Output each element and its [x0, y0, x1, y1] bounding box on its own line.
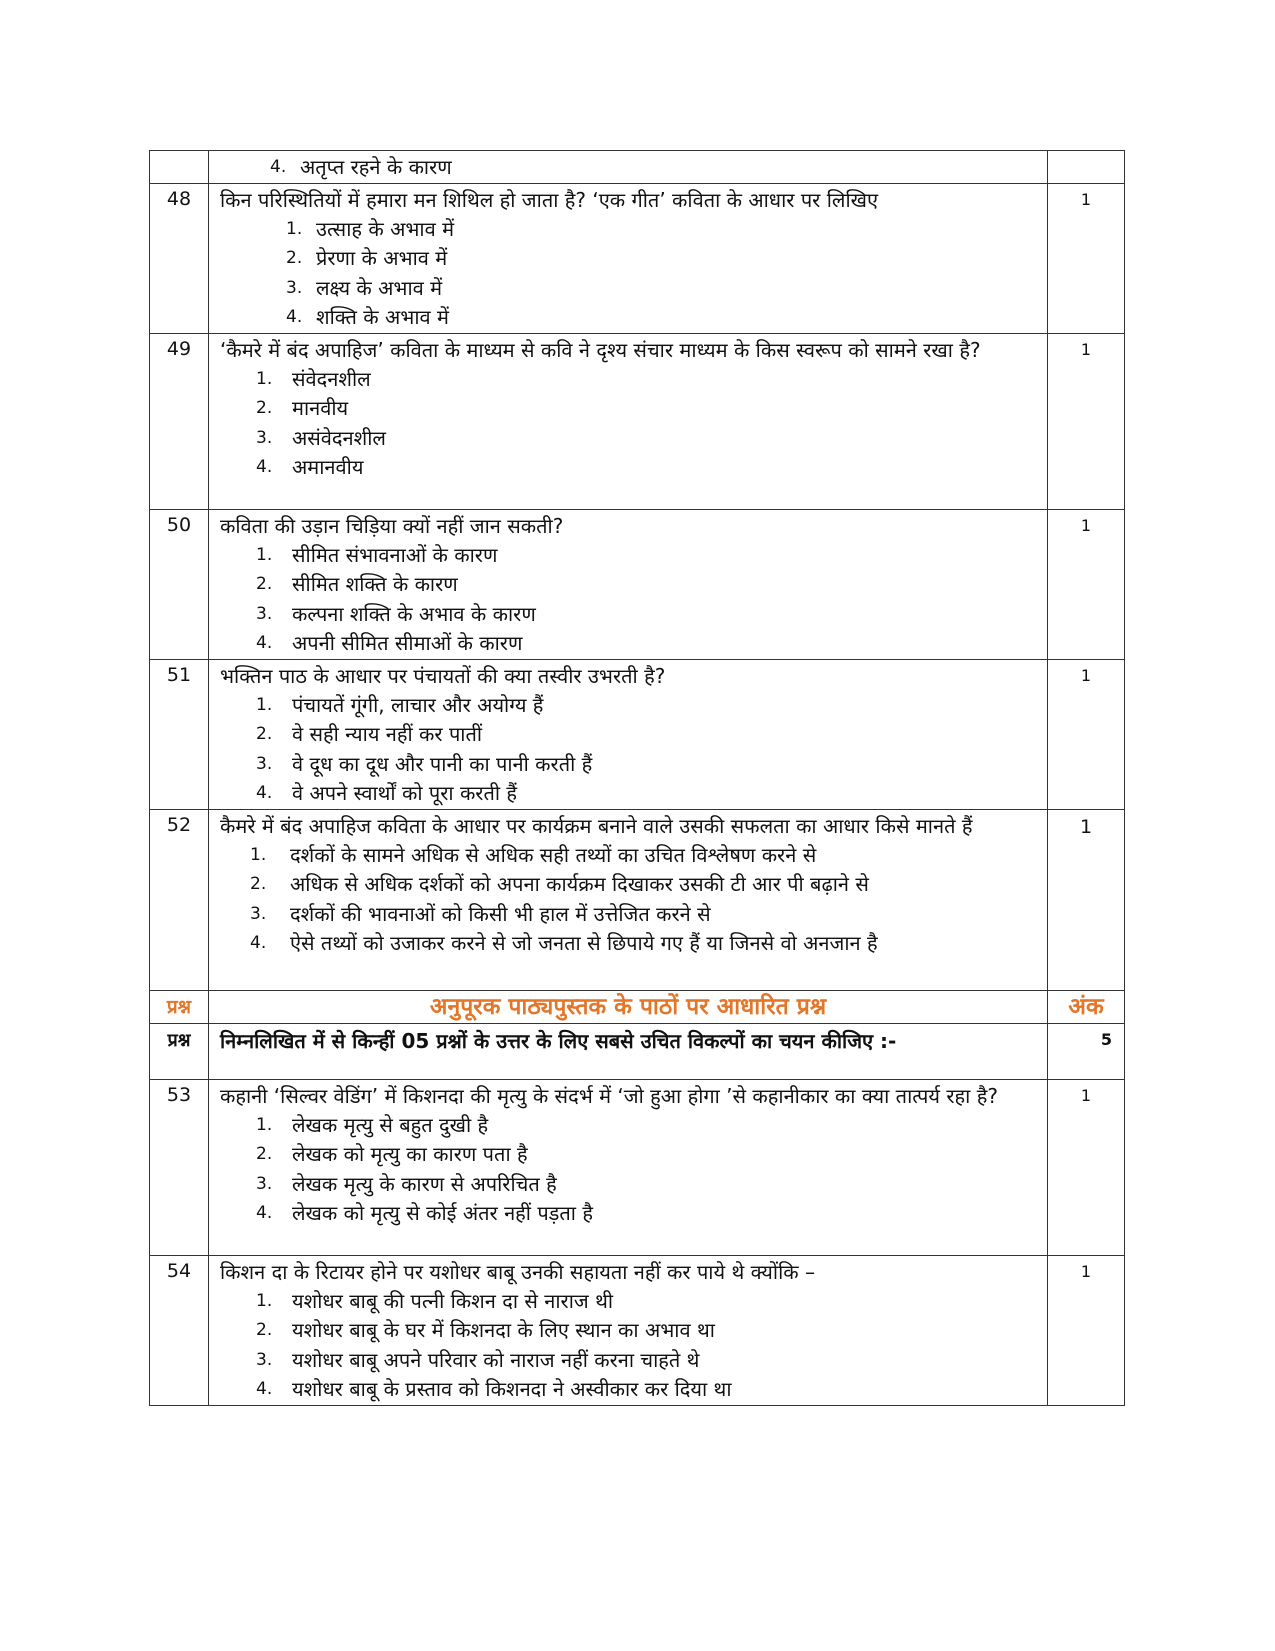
question-body [209, 1255, 1048, 1405]
option-item: 1. उत्साह के अभाव में [286, 216, 455, 241]
question-number: 54 [150, 1255, 209, 1405]
question-number: 50 [150, 509, 209, 659]
question-body [209, 509, 1048, 659]
option-list [220, 365, 1041, 483]
option-list [220, 153, 1041, 183]
question-body [209, 333, 1048, 509]
option-item: 1. संवेदनशील [256, 366, 371, 391]
question-marks: 1 [1048, 659, 1125, 809]
option-item: 3. कल्पना शक्ति के अभाव के कारण [256, 601, 536, 626]
question-text: किन परिस्थितियों में हमारा मन शिथिल हो जाता है? ‘एक गीत’ कविता के आधार पर लिखिए [220, 187, 879, 212]
instruction-marks: 5 [1048, 1023, 1125, 1079]
question-number: 49 [150, 333, 209, 509]
option-item: 3. वे दूध का दूध और पानी का पानी करती हैं [256, 751, 593, 776]
question-marks: 1 [1048, 809, 1125, 990]
question-marks: 1 [1048, 509, 1125, 659]
question-text: कैमरे में बंद अपाहिज कविता के आधार पर कार्यक्रम बनाने वाले उसकी सफलता का आधार किसे मानते हैं [220, 813, 973, 838]
instruction-row [150, 1023, 1125, 1079]
question-number: 53 [150, 1079, 209, 1255]
option-item: 4. अमानवीय [256, 455, 364, 479]
option-list [220, 691, 1041, 809]
option-item: 4. ऐसे तथ्यों को उजाकर करने से जो जनता से छिपाये गए हैं या जिनसे वो अनजान है [250, 931, 878, 955]
table-row [150, 809, 1125, 990]
option-item: 4. लेखक को मृत्यु से कोई अंतर नहीं पड़ता है [256, 1201, 593, 1225]
question-body [209, 151, 1048, 184]
question-marks: 1 [1048, 333, 1125, 509]
option-list [220, 1287, 1041, 1405]
question-number: 52 [150, 809, 209, 990]
option-item: 4. यशोधर बाबू के प्रस्ताव को किशनदा ने अस्वीकार कर दिया था [256, 1377, 732, 1401]
option-list [220, 1111, 1041, 1229]
option-item: 1. दर्शकों के सामने अधिक से अधिक सही तथ्यों का उचित विश्लेषण करने से [250, 842, 817, 867]
option-item: 4. अतृप्त रहने के कारण [270, 155, 452, 179]
question-number: 48 [150, 183, 209, 333]
question-text: कविता की उड़ान चिड़िया क्यों नहीं जान सकती? [220, 513, 564, 538]
option-item: 1. यशोधर बाबू की पत्नी किशन दा से नाराज थी [256, 1288, 614, 1313]
table-row [150, 659, 1125, 809]
instruction-text: निम्नलिखित में से किन्हीं 05 प्रश्नों के उत्तर के लिए सबसे उचित विकल्पों का चयन कीजिए :- [209, 1023, 1048, 1079]
option-item: 2. वे सही न्याय नहीं कर पातीं [256, 722, 483, 746]
question-body [209, 809, 1048, 990]
option-item: 3. असंवेदनशील [256, 425, 386, 450]
option-item: 3. लेखक मृत्यु के कारण से अपरिचित है [256, 1171, 557, 1196]
option-item: 3. यशोधर बाबू अपने परिवार को नाराज नहीं करना चाहते थे [256, 1347, 700, 1372]
question-text: ‘कैमरे में बंद अपाहिज’ कविता के माध्यम से कवि ने दृश्य संचार माध्यम के किस स्वरूप को सामने रखा है? [220, 337, 981, 362]
option-list [220, 541, 1041, 659]
table-row [150, 1079, 1125, 1255]
option-item: 2. यशोधर बाबू के घर में किशनदा के लिए स्थान का अभाव था [256, 1318, 715, 1342]
question-marks: 1 [1048, 1255, 1125, 1405]
question-body [209, 1079, 1048, 1255]
option-list [220, 215, 1041, 333]
option-item: 1. सीमित संभावनाओं के कारण [256, 542, 498, 567]
option-item: 1. लेखक मृत्यु से बहुत दुखी है [256, 1112, 489, 1137]
question-body [209, 659, 1048, 809]
table-row [150, 183, 1125, 333]
table-row [150, 509, 1125, 659]
question-marks [1048, 151, 1125, 184]
section-marks-label: अंक [1048, 990, 1125, 1023]
option-item: 2. सीमित शक्ति के कारण [256, 572, 458, 596]
option-item: 3. लक्ष्य के अभाव में [286, 275, 443, 300]
question-table [149, 150, 1125, 1406]
question-marks: 1 [1048, 1079, 1125, 1255]
option-item: 4. शक्ति के अभाव में [286, 305, 449, 329]
section-title: अनुपूरक पाठ्यपुस्तक के पाठों पर आधारित प्रश्न [209, 990, 1048, 1023]
section-header-row [150, 990, 1125, 1023]
table-row [150, 151, 1125, 184]
table-row [150, 1255, 1125, 1405]
option-item: 1. पंचायतें गूंगी, लाचार और अयोग्य हैं [256, 692, 544, 717]
option-item: 2. लेखक को मृत्यु का कारण पता है [256, 1142, 528, 1166]
option-item: 3. दर्शकों की भावनाओं को किसी भी हाल में उत्तेजित करने से [250, 901, 711, 926]
option-item: 4. वे अपने स्वार्थों को पूरा करती हैं [256, 781, 518, 805]
question-body [209, 183, 1048, 333]
question-number [150, 151, 209, 184]
question-text: कहानी ‘सिल्वर वेडिंग’ में किशनदा की मृत्यु के संदर्भ में ‘जो हुआ होगा ’से कहानीकार का क्या तात्पर्य रहा है? [220, 1083, 998, 1108]
instruction-label: प्रश्न [150, 1023, 209, 1079]
question-text: भक्तिन पाठ के आधार पर पंचायतों की क्या तस्वीर उभरती है? [220, 663, 666, 688]
question-text: किशन दा के रिटायर होने पर यशोधर बाबू उनकी सहायता नहीं कर पाये थे क्योंकि – [220, 1259, 815, 1284]
option-item: 2. मानवीय [256, 396, 349, 420]
option-item: 2. अधिक से अधिक दर्शकों को अपना कार्यक्रम दिखाकर उसकी टी आर पी बढ़ाने से [250, 872, 869, 896]
section-question-label: प्रश्न [150, 990, 209, 1023]
table-row [150, 333, 1125, 509]
option-item: 4. अपनी सीमित सीमाओं के कारण [256, 631, 523, 655]
option-item: 2. प्रेरणा के अभाव में [286, 246, 448, 270]
question-number: 51 [150, 659, 209, 809]
option-list [220, 841, 1041, 959]
question-marks: 1 [1048, 183, 1125, 333]
